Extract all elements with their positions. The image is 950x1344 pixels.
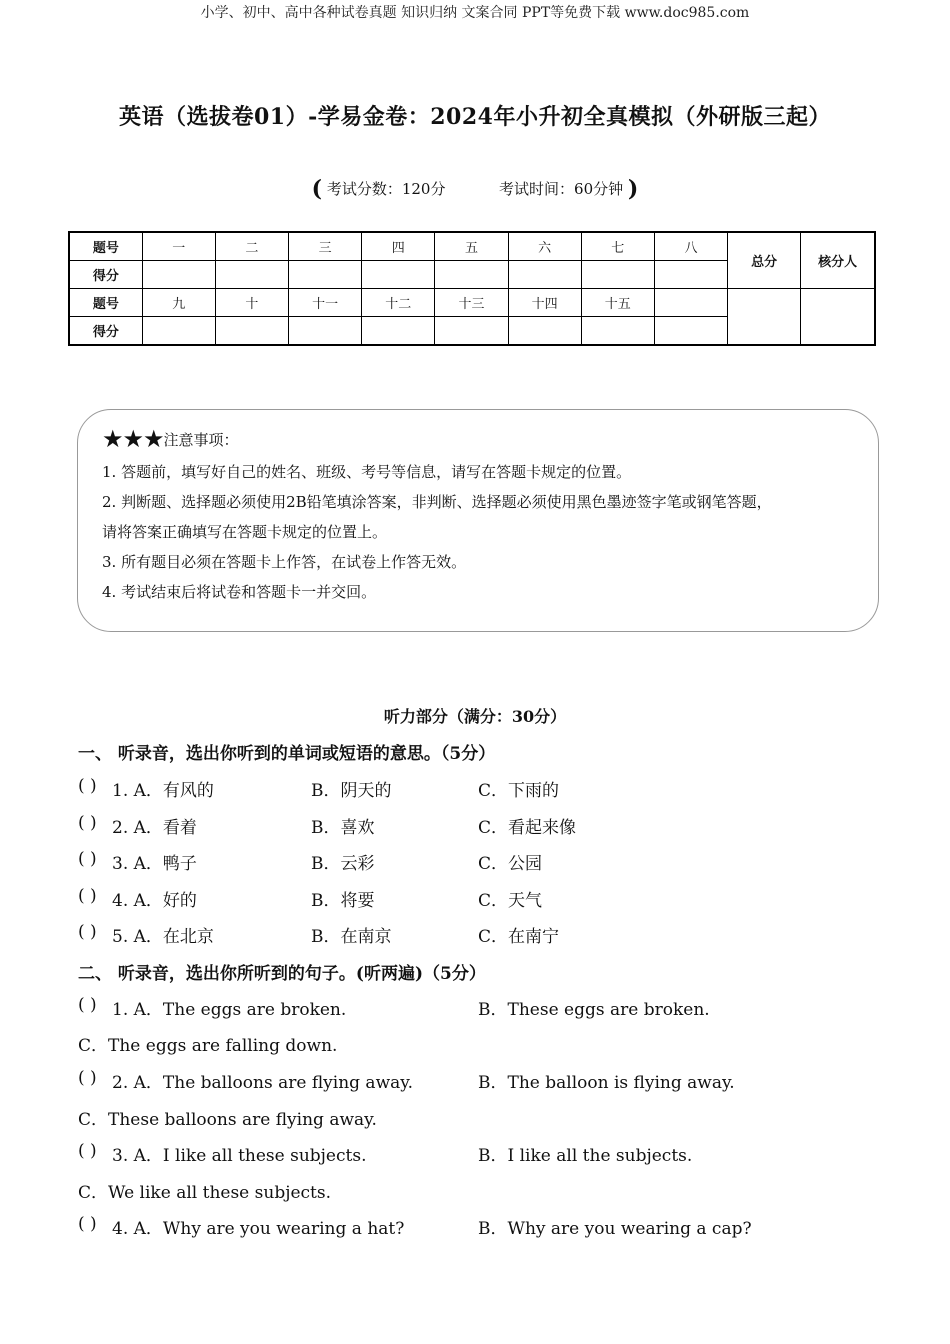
- score-table-row: [69, 289, 875, 317]
- question-number: 十三: [435, 289, 508, 317]
- notice-item: 3. 所有题目必须在答题卡上作答，在试卷上作答无效。: [102, 553, 467, 571]
- score-cell[interactable]: [654, 317, 727, 346]
- option-a: 2. A．看着: [112, 818, 197, 838]
- question-line: [78, 995, 878, 1021]
- score-cell[interactable]: [289, 261, 362, 289]
- question-line: [78, 1141, 878, 1167]
- notice-item: 2. 判断题、选择题必须使用2B铅笔填涂答案，非判断、选择题必须使用黑色墨迹签字笔或钢笔答题，: [102, 493, 772, 511]
- answer-bracket[interactable]: ( ): [78, 886, 97, 906]
- option-a: 1. A．The eggs are broken.: [112, 1000, 347, 1020]
- score-cell[interactable]: [362, 317, 435, 346]
- question-line: [78, 886, 878, 912]
- question-number: 九: [142, 289, 215, 317]
- score-cell[interactable]: [362, 261, 435, 289]
- question-line: [78, 1031, 878, 1057]
- option-c: C．看起来像: [478, 818, 577, 838]
- score-cell[interactable]: [435, 317, 508, 346]
- question-line: [78, 776, 878, 802]
- star-icon: ★★★: [102, 425, 164, 453]
- option-c: C．在南宁: [478, 927, 560, 947]
- question-number: 一: [142, 232, 215, 261]
- answer-bracket[interactable]: ( ): [78, 995, 97, 1015]
- option-b: B．阴天的: [311, 781, 392, 801]
- exam-time: 考试时间：60分钟: [499, 180, 624, 198]
- score-cell[interactable]: [581, 261, 654, 289]
- answer-bracket[interactable]: ( ): [78, 849, 97, 869]
- option-b: B．将要: [311, 891, 375, 911]
- option-c: C．天气: [478, 891, 543, 911]
- question-number: 七: [581, 232, 654, 261]
- exam-info: [0, 176, 950, 202]
- option-a: 4. A．好的: [112, 891, 197, 911]
- question-number: 八: [654, 232, 727, 261]
- question-number: 十五: [581, 289, 654, 317]
- question-line: [78, 922, 878, 948]
- option-b: B．I like all the subjects.: [478, 1146, 693, 1166]
- answer-bracket[interactable]: ( ): [78, 1068, 97, 1088]
- question-number: [654, 289, 727, 317]
- row-label-number: 题号: [69, 232, 142, 261]
- option-b: B．在南京: [311, 927, 392, 947]
- question-number: 四: [362, 232, 435, 261]
- option-b: B．The balloon is flying away.: [478, 1073, 735, 1093]
- notice-item: 4. 考试结束后将试卷和答题卡一并交回。: [102, 583, 377, 601]
- score-cell[interactable]: [142, 261, 215, 289]
- part2-heading: 二、 听录音，选出你所听到的句子。(听两遍)（5分）: [78, 964, 486, 984]
- question-number: 五: [435, 232, 508, 261]
- checker-cell[interactable]: [801, 289, 875, 346]
- exam-info-open: (: [311, 176, 323, 202]
- exam-title: 英语（选拔卷01）-学易金卷：2024年小升初全真模拟（外研版三起）: [119, 104, 831, 130]
- question-number: 二: [215, 232, 288, 261]
- answer-bracket[interactable]: ( ): [78, 1214, 97, 1234]
- notice-item: 1. 答题前，填写好自己的姓名、班级、考号等信息，请写在答题卡规定的位置。: [102, 463, 632, 481]
- option-b: B．喜欢: [311, 818, 375, 838]
- score-cell[interactable]: [581, 317, 654, 346]
- score-cell[interactable]: [142, 317, 215, 346]
- option-c: C．下雨的: [478, 781, 560, 801]
- question-line: [78, 849, 878, 875]
- notice-item: 请将答案正确填写在答题卡规定的位置上。: [102, 523, 388, 541]
- question-number: 十: [215, 289, 288, 317]
- question-number: 六: [508, 232, 581, 261]
- option-c: C．公园: [478, 854, 543, 874]
- option-c: C．We like all these subjects.: [78, 1183, 332, 1203]
- score-cell[interactable]: [215, 261, 288, 289]
- score-cell[interactable]: [289, 317, 362, 346]
- option-c: C．The eggs are falling down.: [78, 1036, 338, 1056]
- question-line: [78, 1105, 878, 1131]
- notice-title-text: 注意事项：: [163, 431, 239, 449]
- total-score-cell[interactable]: [728, 289, 801, 346]
- row-label-number: 题号: [69, 289, 142, 317]
- score-cell[interactable]: [215, 317, 288, 346]
- option-b: B．Why are you wearing a cap?: [478, 1219, 752, 1239]
- option-a: 1. A．有风的: [112, 781, 214, 801]
- checker-label: 核分人: [801, 232, 875, 289]
- answer-bracket[interactable]: ( ): [78, 813, 97, 833]
- question-number: 十四: [508, 289, 581, 317]
- option-b: B．云彩: [311, 854, 375, 874]
- answer-bracket[interactable]: ( ): [78, 922, 97, 942]
- row-label-score: 得分: [69, 317, 142, 346]
- score-table-row: [69, 232, 875, 261]
- option-a: 4. A．Why are you wearing a hat?: [112, 1219, 405, 1239]
- option-b: B．These eggs are broken.: [478, 1000, 710, 1020]
- question-line: [78, 1178, 878, 1204]
- question-line: [78, 813, 878, 839]
- question-number: 十二: [362, 289, 435, 317]
- exam-info-close: ): [627, 176, 639, 202]
- score-cell[interactable]: [508, 261, 581, 289]
- option-c: C．These balloons are flying away.: [78, 1110, 377, 1130]
- option-a: 5. A．在北京: [112, 927, 214, 947]
- exam-score: 考试分数：120分: [326, 180, 446, 198]
- question-number: 十一: [289, 289, 362, 317]
- row-label-score: 得分: [69, 261, 142, 289]
- question-number: 三: [289, 232, 362, 261]
- option-a: 2. A．The balloons are flying away.: [112, 1073, 414, 1093]
- score-cell[interactable]: [508, 317, 581, 346]
- notice-box: [77, 409, 879, 632]
- score-cell[interactable]: [654, 261, 727, 289]
- score-cell[interactable]: [435, 261, 508, 289]
- answer-bracket[interactable]: ( ): [78, 1141, 97, 1161]
- option-a: 3. A．I like all these subjects.: [112, 1146, 367, 1166]
- score-table: [68, 231, 876, 346]
- option-a: 3. A．鸭子: [112, 854, 197, 874]
- question-line: [78, 1068, 878, 1094]
- part1-heading: 一、 听录音，选出你听到的单词或短语的意思。（5分）: [78, 744, 496, 764]
- total-score-label: 总分: [728, 232, 801, 289]
- question-line: [78, 1214, 878, 1240]
- notice-title: [102, 425, 878, 453]
- answer-bracket[interactable]: ( ): [78, 776, 97, 796]
- page-header: 小学、初中、高中各种试卷真题 知识归纳 文案合同 PPT等免费下载 www.doc985.com: [200, 5, 750, 21]
- listening-section-title: 听力部分（满分：30分）: [383, 707, 567, 726]
